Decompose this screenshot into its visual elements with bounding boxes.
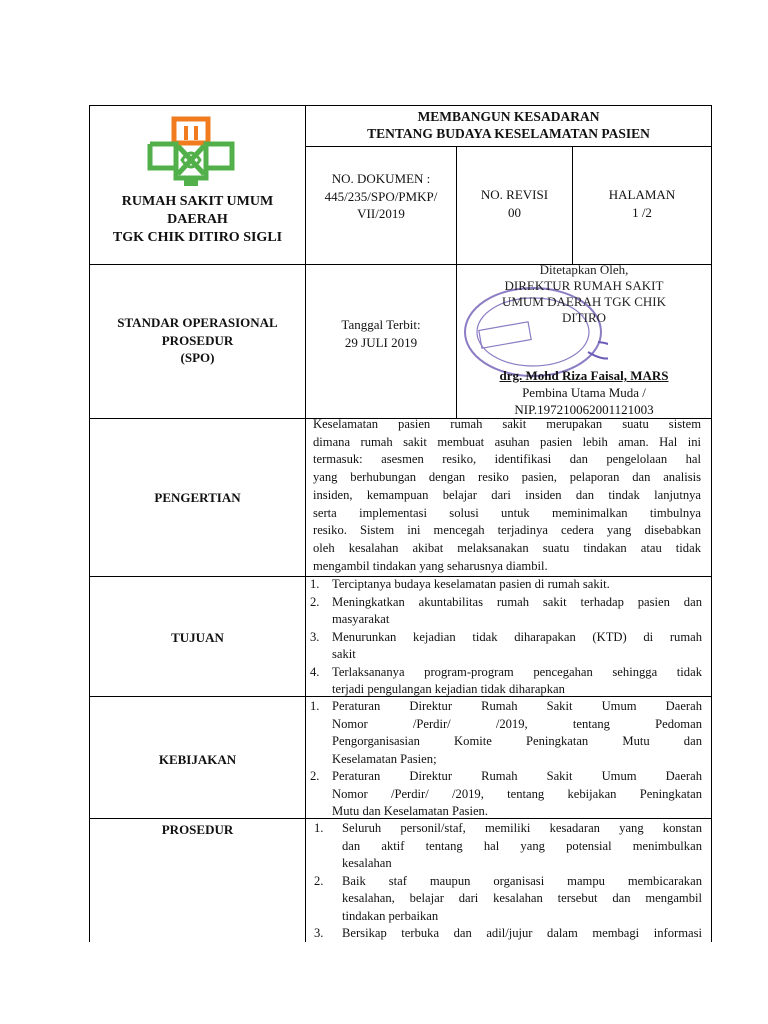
item-number: 2. xyxy=(310,594,320,609)
no-revisi-cell xyxy=(457,186,572,221)
item-number: 4. xyxy=(310,664,320,679)
spo-label xyxy=(90,314,305,367)
document-title xyxy=(306,108,711,142)
pengertian-line: serta implementasi solusi untuk meminimalkan timbulnya xyxy=(313,505,701,520)
jabatan-line: DIREKTUR RUMAH SAKIT xyxy=(504,278,664,293)
item-line: tindakan perbaikan xyxy=(342,908,439,923)
item-number: 2. xyxy=(310,769,320,783)
pengertian-line: resiko. Sistem ini mencegah terjadinya cedera yang disebabkan xyxy=(313,523,701,538)
no-dokumen-cell xyxy=(306,170,456,223)
item-line: sakit xyxy=(332,647,356,661)
item-line: kesalahan, belajar dari kesalahan tersebut dan mengambil xyxy=(342,891,702,905)
item-line: Mutu dan Keselamatan Pasien. xyxy=(332,804,488,818)
item-number: 1. xyxy=(310,577,320,591)
title-line: MEMBANGUN KESADARAN xyxy=(417,109,600,124)
kebijakan-list xyxy=(310,698,702,821)
kebijakan-label: KEBIJAKAN xyxy=(158,752,237,767)
item-line: Bersikap terbuka dan adil/jujur dalam membagi informasi xyxy=(342,926,702,940)
prosedur-item xyxy=(314,873,702,926)
hospital-name xyxy=(90,193,305,247)
ditetapkan-label: Ditetapkan Oleh, xyxy=(539,262,629,277)
pengertian-line: dimana rumah sakit membuat asuhan pasien lebih aman. Hal ini xyxy=(313,434,701,449)
item-number: 1. xyxy=(314,821,324,835)
title-line: TENTANG BUDAYA KESELAMATAN PASIEN xyxy=(367,126,650,141)
jabatan-line: DITIRO xyxy=(561,310,607,325)
signatory-nip: NIP.197210062001121003 xyxy=(514,402,654,417)
halaman-value: 1 /2 xyxy=(632,204,652,220)
kebijakan-item xyxy=(310,698,702,768)
item-line: Peraturan Direktur Rumah Sakit Umum Daerah xyxy=(332,769,702,783)
hospital-name-line: TGK CHIK DITIRO SIGLI xyxy=(112,230,283,245)
tujuan-item xyxy=(310,664,702,699)
pengertian-line: termasuk: asesmen resiko, identifikasi dan pengelolaan hal xyxy=(313,452,701,467)
prosedur-item xyxy=(314,925,702,943)
no-dokumen-label: NO. DOKUMEN : xyxy=(331,171,431,186)
pengertian-label: PENGERTIAN xyxy=(154,490,241,505)
item-line: terjadi pengulangan kejadian tidak diharapkan xyxy=(332,682,565,696)
spo-label-line: STANDAR OPERASIONAL xyxy=(117,315,278,330)
prosedur-list xyxy=(314,820,702,943)
ditetapkan-block xyxy=(457,262,711,326)
item-line: Keselamatan Pasien; xyxy=(332,751,437,766)
pengertian-line: Keselamatan pasien rumah sakit merupakan suatu sistem xyxy=(313,417,701,431)
pengertian-line: insiden, kemampuan belajar dari insiden dan tindak lanjutnya xyxy=(313,487,701,502)
item-number: 2. xyxy=(314,873,324,888)
signatory-rank: Pembina Utama Muda / xyxy=(522,385,646,400)
item-line: kesalahan xyxy=(342,856,392,870)
halaman-label: HALAMAN xyxy=(608,187,676,202)
item-line: Meningkatkan akuntabilitas rumah sakit terhadap pasien dan xyxy=(332,594,702,609)
item-line: Seluruh personil/staf, memiliki kesadaran yang konstan xyxy=(342,821,702,835)
tujuan-label: TUJUAN xyxy=(171,630,224,645)
item-line: Nomor /Perdir/ /2019, tentang kebijakan Peningkatan xyxy=(332,786,702,801)
item-number: 3. xyxy=(314,926,324,940)
no-dokumen-value: VII/2019 xyxy=(357,206,405,221)
tujuan-list xyxy=(310,576,702,699)
item-number: 1. xyxy=(310,699,320,713)
item-line: Terciptanya budaya keselamatan pasien di rumah sakit. xyxy=(332,577,610,591)
signatory-name: drg. Mohd Riza Faisal, MARS xyxy=(499,368,669,383)
item-number: 3. xyxy=(310,629,320,644)
spo-label-line: PROSEDUR xyxy=(161,332,234,348)
prosedur-item xyxy=(314,820,702,873)
pengertian-line: yang berhubungan dengan resiko pasien, pelaporan dan analisis xyxy=(313,470,701,485)
item-line: Menurunkan kejadian tidak diharapakan (KTD) di rumah xyxy=(332,629,702,644)
spo-label-line: (SPO) xyxy=(180,350,215,365)
pengertian-text xyxy=(313,416,701,575)
tanggal-label: Tanggal Terbit: xyxy=(341,317,421,332)
pengertian-line: mengambil tindakan yang seharusnya diambil. xyxy=(313,558,548,573)
no-revisi-label: NO. REVISI xyxy=(480,187,549,202)
tujuan-item xyxy=(310,629,702,664)
item-line: masyarakat xyxy=(332,612,390,626)
tujuan-item xyxy=(310,594,702,629)
kebijakan-item xyxy=(310,768,702,821)
no-dokumen-value: 445/235/SPO/PMKP/ xyxy=(324,188,438,204)
hospital-name-line: DAERAH xyxy=(167,212,228,227)
tanggal-value: 29 JULI 2019 xyxy=(344,334,418,350)
hospital-name-line: RUMAH SAKIT UMUM xyxy=(121,194,274,209)
item-line: Baik staf maupun organisasi mampu membicarakan xyxy=(342,873,702,888)
item-line: Pengorganisasian Komite Peningkatan Mutu dan xyxy=(332,734,702,748)
hospital-logo xyxy=(146,116,236,188)
halaman-cell xyxy=(573,186,711,221)
item-line: Peraturan Direktur Rumah Sakit Umum Daerah xyxy=(332,699,702,713)
prosedur-label: PROSEDUR xyxy=(161,822,234,837)
pengertian-line: oleh kesalahan akibat melaksanakan suatu tindakan atau tidak xyxy=(313,540,701,555)
jabatan-line: UMUM DAERAH TGK CHIK xyxy=(501,294,667,309)
tanggal-terbit xyxy=(306,316,456,351)
no-revisi-value: 00 xyxy=(508,204,521,220)
tujuan-item xyxy=(310,576,702,594)
item-line: Terlaksananya program-program pencegahan sehingga tidak xyxy=(332,664,702,679)
item-line: Nomor /Perdir/ /2019, tentang Pedoman xyxy=(332,716,702,731)
item-line: dan aktif tentang hal yang potensial menimbulkan xyxy=(342,838,702,853)
signatory-block xyxy=(457,367,711,418)
